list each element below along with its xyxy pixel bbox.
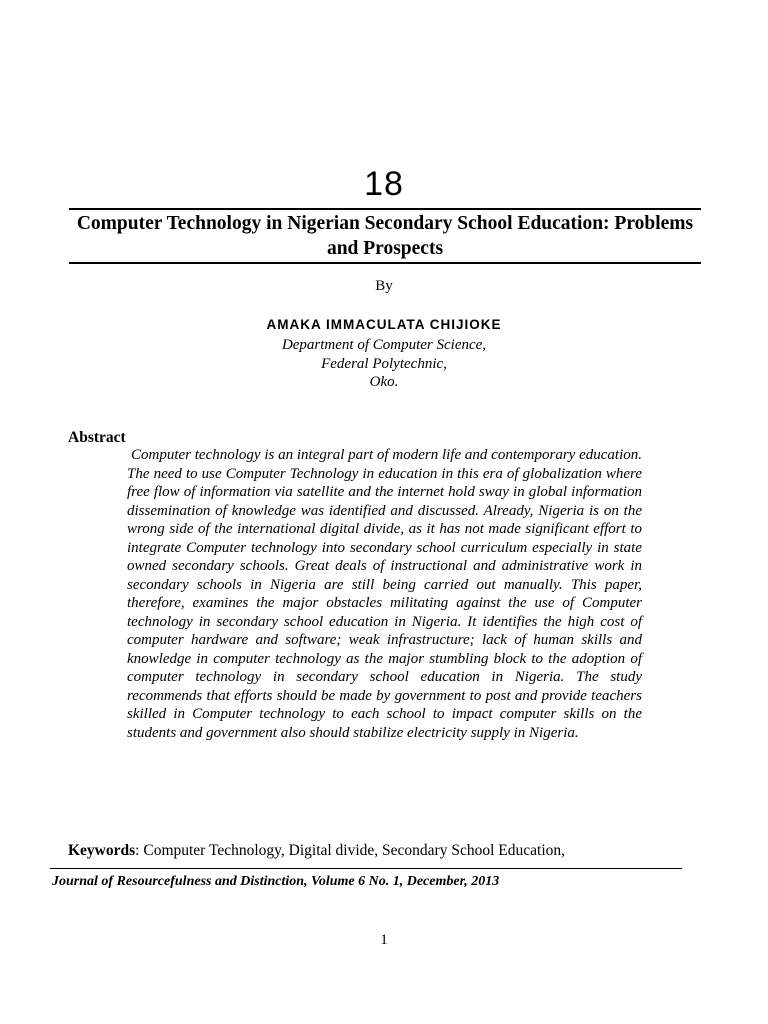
journal-citation: Journal of Resourcefulness and Distinction, Volume 6 No. 1, December, 2013 (52, 874, 500, 889)
keywords-label: Keywords (68, 842, 136, 859)
affiliation-institution: Federal Polytechnic, (321, 355, 447, 372)
affiliation-location: Oko. (369, 374, 399, 390)
abstract-text: Computer technology is an integral part of modern life and contemporary education. The need to use Computer Technology in education in this era of globalization where free flow of information via satellite and the internet hold sway in global information dissemination of knowledge was identified and discussed. Already, Nigeria is on the wrong side of the international digital divide, as it has not made significant effort to integrate Computer technology into secondary school curriculum especially in state owned secondary schools. Great deals of instructional and administrative work in secondary schools in Nigeria are still being carried out manually. This paper, therefore, examines the major obstacles militating against the use of Computer technology in secondary school education in Nigeria. It identifies the high cost of computer hardware and software; weak infrastructure; lack of human skills and knowledge in computer technology as the major stumbling block to the adoption of computer technology in secondary school education in Nigeria. The study recommends that efforts should be made by government to post and provide teachers skilled in Computer technology to each school to impact computer skills on the students and government also should stabilize electricity supply in Nigeria. (127, 447, 642, 741)
abstract-heading: Abstract (68, 429, 126, 446)
author-name: AMAKA IMMACULATA CHIJIOKE (266, 317, 502, 332)
author-affiliation (0, 336, 768, 392)
by-label: By (375, 278, 393, 294)
title-bottom-rule (69, 262, 701, 264)
footer-rule (50, 868, 682, 869)
keywords-text: : Computer Technology, Digital divide, Secondary School Education, (135, 842, 565, 859)
page-number: 1 (380, 932, 388, 948)
paper-title: Computer Technology in Nigerian Secondary School Education: Problems and Prospects (76, 213, 694, 259)
chapter-number: 18 (364, 165, 404, 203)
title-top-rule (69, 208, 701, 210)
keywords-line (68, 841, 708, 860)
affiliation-department: Department of Computer Science, (281, 337, 487, 353)
